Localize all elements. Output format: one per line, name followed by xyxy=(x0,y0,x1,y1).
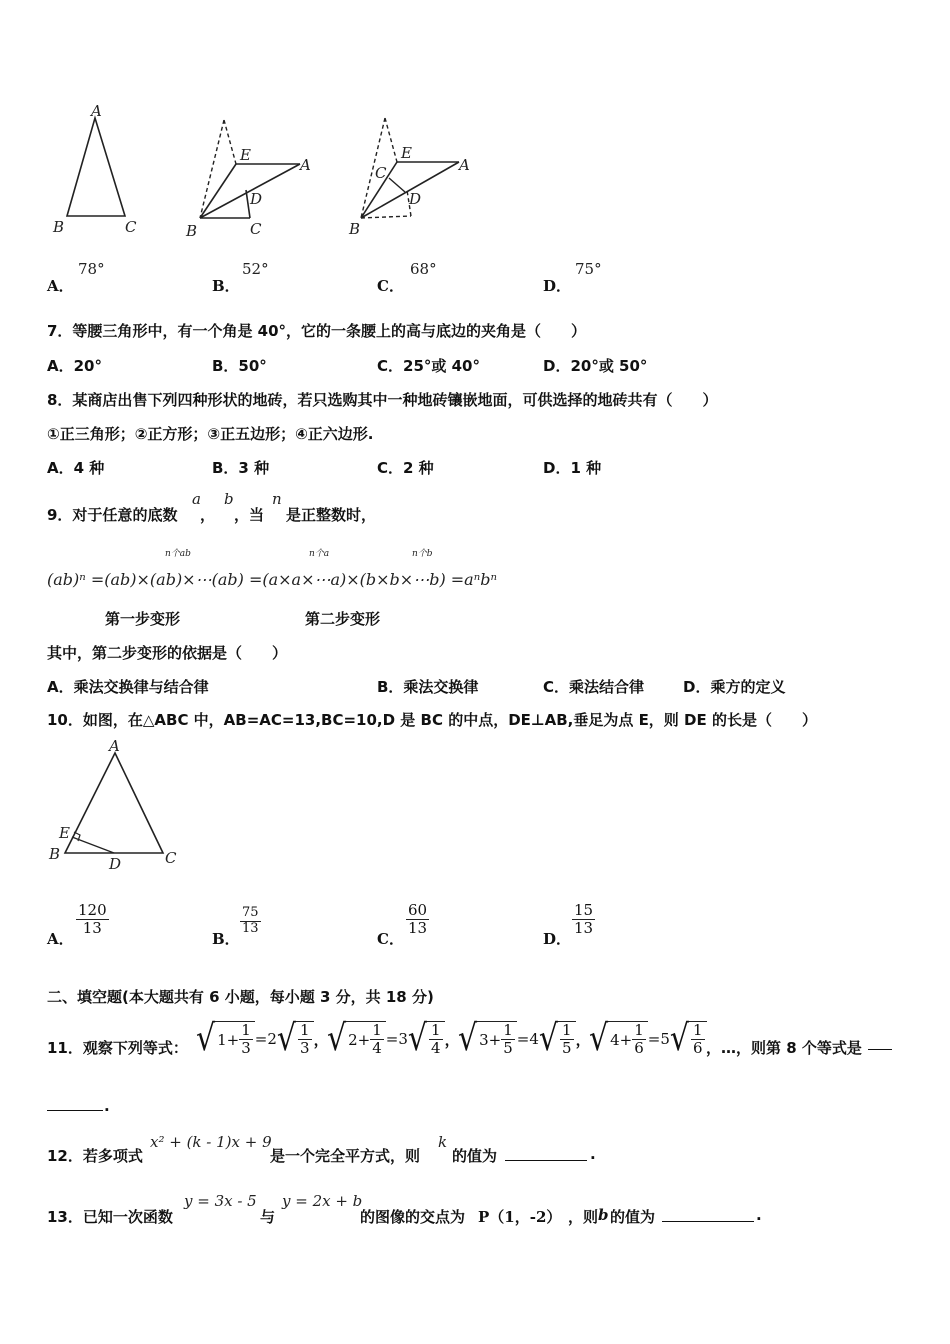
fig3-label-b: B xyxy=(349,220,361,238)
numerator: 1 xyxy=(503,1020,513,1039)
fig10-label-e: E xyxy=(59,824,70,842)
q9-question: 其中，第二步变形的依据是（ ） xyxy=(47,644,288,662)
q13-tail2: 的值为 xyxy=(610,1208,656,1226)
denominator: 3 xyxy=(241,1039,251,1057)
q13-suffix: 的图像的交点为 xyxy=(360,1208,466,1226)
q12-end: . xyxy=(590,1145,596,1163)
fig2-label-c: C xyxy=(250,220,262,238)
numerator: 1 xyxy=(372,1020,382,1039)
fig10-label-a: A xyxy=(109,737,120,755)
q9-option-b: B．乘法交换律 xyxy=(377,678,479,696)
q13-function-2: y = 2x + b xyxy=(282,1192,363,1210)
q11-answer-blank-2[interactable] xyxy=(47,1110,103,1111)
sqrt-right: √ $\frac{1}{5}$ xyxy=(539,1021,576,1058)
coefficient: =4 xyxy=(516,1030,539,1048)
q8-shapes-list: ①正三角形；②正方形；③正五边形；④正六边形. xyxy=(47,425,374,443)
sqrt-right: √ $\frac{1}{6}$ xyxy=(670,1021,707,1058)
q10-stem: 10．如图，在△ABC 中，AB=AC=13,BC=10,D 是 BC 的中点，DE⊥AB,垂足为点 E，则 DE 的长是（ ） xyxy=(47,711,817,729)
fig2-label-d: D xyxy=(250,190,263,208)
q12-answer-blank[interactable] xyxy=(505,1160,587,1161)
section-2-title: 二、填空题(本大题共有 6 小题，每小题 3 分，共 18 分) xyxy=(47,988,434,1006)
plus-sign: + xyxy=(488,1030,502,1049)
q7-option-c: C．25°或 40° xyxy=(377,357,480,375)
fig2-label-a: A xyxy=(300,156,311,174)
q9-brace-label-2: n个a xyxy=(309,549,330,559)
fig3-label-d: D xyxy=(409,190,422,208)
q13-function-1: y = 3x - 5 xyxy=(184,1192,257,1210)
integer: 2 xyxy=(348,1030,358,1049)
fig10-label-d: D xyxy=(109,855,122,873)
q12-var-k: k xyxy=(438,1133,448,1151)
q6-option-c-letter: C． xyxy=(377,277,404,295)
triangle-abc xyxy=(65,753,163,853)
numerator: 1 xyxy=(300,1020,310,1039)
q6-figure-3 xyxy=(345,110,485,240)
numerator: 1 xyxy=(241,1020,251,1039)
q9-stem-suffix: 是正整数时， xyxy=(286,506,377,524)
numerator: 1 xyxy=(693,1020,703,1039)
sqrt-left: √ 1 + $\frac{1}{3}$ xyxy=(196,1021,255,1058)
integer: 1 xyxy=(217,1030,227,1049)
sqrt-right: √ $\frac{1}{4}$ xyxy=(408,1021,445,1058)
q12-prefix: 12．若多项式 xyxy=(47,1147,143,1165)
q7-option-b: B．50° xyxy=(212,357,267,375)
coefficient: =5 xyxy=(647,1030,670,1048)
q12-mid: 是一个完全平方式，则 xyxy=(270,1147,421,1165)
q11-answer-blank-1[interactable] xyxy=(868,1049,892,1050)
q9-formula: (ab)ⁿ =(ab)×(ab)×⋯(ab) =(a×a×⋯a)×(b×b×⋯b) =aⁿbⁿ xyxy=(47,570,497,589)
fig1-label-c: C xyxy=(125,218,137,236)
coefficient: =2 xyxy=(254,1030,277,1048)
q9-var-n: n xyxy=(272,490,282,508)
q10-option-c-letter: C． xyxy=(377,930,404,948)
q9-stem-mid: ，当 xyxy=(234,506,265,524)
q6-figure-2 xyxy=(180,110,320,240)
q6-option-d-value: 75° xyxy=(575,260,602,278)
q9-step1-label: 第一步变形 xyxy=(105,610,181,628)
fig10-label-b: B xyxy=(49,845,61,863)
denominator: 5 xyxy=(503,1039,513,1057)
fig3-label-c: C xyxy=(375,164,387,182)
q13-prefix: 13．已知一次函数 xyxy=(47,1208,173,1226)
numerator: 120 xyxy=(78,901,107,919)
q13-point: P（1，-2） xyxy=(478,1208,562,1226)
q9-option-a: A．乘法交换律与结合律 xyxy=(47,678,209,696)
denominator: 3 xyxy=(300,1039,310,1057)
denominator: 4 xyxy=(431,1039,441,1057)
numerator: 60 xyxy=(408,901,428,919)
q10-option-d-fraction xyxy=(572,902,595,938)
coefficient: =3 xyxy=(385,1030,408,1048)
q6-figure-1 xyxy=(45,100,155,240)
sqrt-left: √ 4 + $\frac{1}{6}$ xyxy=(589,1021,648,1058)
sqrt-left: √ 2 + $\frac{1}{4}$ xyxy=(327,1021,386,1058)
q13-answer-blank[interactable] xyxy=(662,1221,754,1222)
q9-step2-label: 第二步变形 xyxy=(305,610,381,628)
q8-option-c: C．2 种 xyxy=(377,459,434,477)
q9-comma: ， xyxy=(200,506,216,524)
q10-option-c-fraction xyxy=(406,902,429,938)
q12-suffix: 的值为 xyxy=(452,1147,498,1165)
denominator: 13 xyxy=(408,919,428,938)
q10-option-b-fraction xyxy=(240,906,261,937)
q7-option-a: A．20° xyxy=(47,357,102,375)
numerator: 1 xyxy=(562,1020,572,1039)
q7-stem: 7．等腰三角形中，有一个角是 40°，它的一条腰上的高与底边的夹角是（ ） xyxy=(47,322,587,340)
q12-polynomial: x² + (k - 1)x + 9 xyxy=(150,1133,272,1151)
q11-end: . xyxy=(104,1097,110,1115)
numerator: 1 xyxy=(634,1020,644,1039)
fig3-label-e: E xyxy=(401,144,412,162)
q6-option-d-letter: D． xyxy=(543,277,572,295)
q8-option-d: D．1 种 xyxy=(543,459,602,477)
q8-option-b: B．3 种 xyxy=(212,459,270,477)
q8-stem: 8．某商店出售下列四种形状的地砖，若只选购其中一种地砖镶嵌地面，可供选择的地砖共有（ ） xyxy=(47,391,718,409)
q11-equation-4 xyxy=(589,1014,707,1064)
q11-equation-1 xyxy=(196,1014,329,1064)
q7-option-d: D．20°或 50° xyxy=(543,357,648,375)
fig2-label-e: E xyxy=(240,146,251,164)
integer: 3 xyxy=(479,1030,489,1049)
q9-var-b: b xyxy=(224,490,234,508)
separator: ， xyxy=(313,1030,329,1049)
q9-brace-label-3: n个b xyxy=(412,549,433,559)
q10-option-a-fraction xyxy=(76,902,109,938)
denominator: 5 xyxy=(562,1039,572,1057)
q9-brace-label-1: n个ab xyxy=(165,549,191,559)
denominator: 13 xyxy=(82,919,102,938)
q11-equation-2 xyxy=(327,1014,460,1064)
numerator: 15 xyxy=(574,901,594,919)
q11-equation-3 xyxy=(458,1014,591,1064)
denominator: 4 xyxy=(372,1039,382,1057)
q9-option-c: C．乘法结合律 xyxy=(543,678,645,696)
fig2-label-b: B xyxy=(186,222,198,240)
triangle-abc xyxy=(67,118,125,216)
q10-option-d-letter: D． xyxy=(543,930,572,948)
q10-option-b-letter: B． xyxy=(212,930,240,948)
q9-var-a: a xyxy=(192,490,201,508)
separator: ， xyxy=(444,1030,460,1049)
denominator: 6 xyxy=(693,1039,703,1057)
sqrt-left: √ 3 + $\frac{1}{5}$ xyxy=(458,1021,517,1058)
q13-tail: ，则 xyxy=(568,1208,599,1226)
q10-figure xyxy=(45,735,185,875)
q10-option-a-letter: A． xyxy=(47,930,74,948)
fig10-label-c: C xyxy=(165,849,177,867)
plus-sign: + xyxy=(226,1030,240,1049)
sqrt-right: √ $\frac{1}{3}$ xyxy=(277,1021,314,1058)
separator: ， xyxy=(575,1030,591,1049)
denominator: 13 xyxy=(574,919,594,938)
q6-option-a-letter: A． xyxy=(47,277,74,295)
q13-end: . xyxy=(756,1206,762,1224)
q13-mid: 与 xyxy=(260,1208,276,1226)
q6-option-a-value: 78° xyxy=(78,260,105,278)
q11-prefix: 11．观察下列等式： xyxy=(47,1039,188,1057)
plus-sign: + xyxy=(357,1030,371,1049)
q8-option-a: A．4 种 xyxy=(47,459,105,477)
q9-stem-prefix: 9．对于任意的底数 xyxy=(47,506,178,524)
denominator: 6 xyxy=(634,1039,644,1057)
plus-sign: + xyxy=(619,1030,633,1049)
integer: 4 xyxy=(610,1030,620,1049)
fig1-label-a: A xyxy=(91,102,102,120)
q6-option-b-letter: B． xyxy=(212,277,240,295)
q13-var-b: b xyxy=(598,1206,609,1224)
q6-option-c-value: 68° xyxy=(410,260,437,278)
q9-option-d: D．乘方的定义 xyxy=(683,678,786,696)
denominator: 13 xyxy=(242,920,259,936)
numerator: 75 xyxy=(242,905,259,920)
q6-option-b-value: 52° xyxy=(242,260,269,278)
fig1-label-b: B xyxy=(53,218,65,236)
q11-suffix: ，…，则第 8 个等式是 xyxy=(706,1039,862,1057)
fig3-label-a: A xyxy=(459,156,470,174)
numerator: 1 xyxy=(431,1020,441,1039)
